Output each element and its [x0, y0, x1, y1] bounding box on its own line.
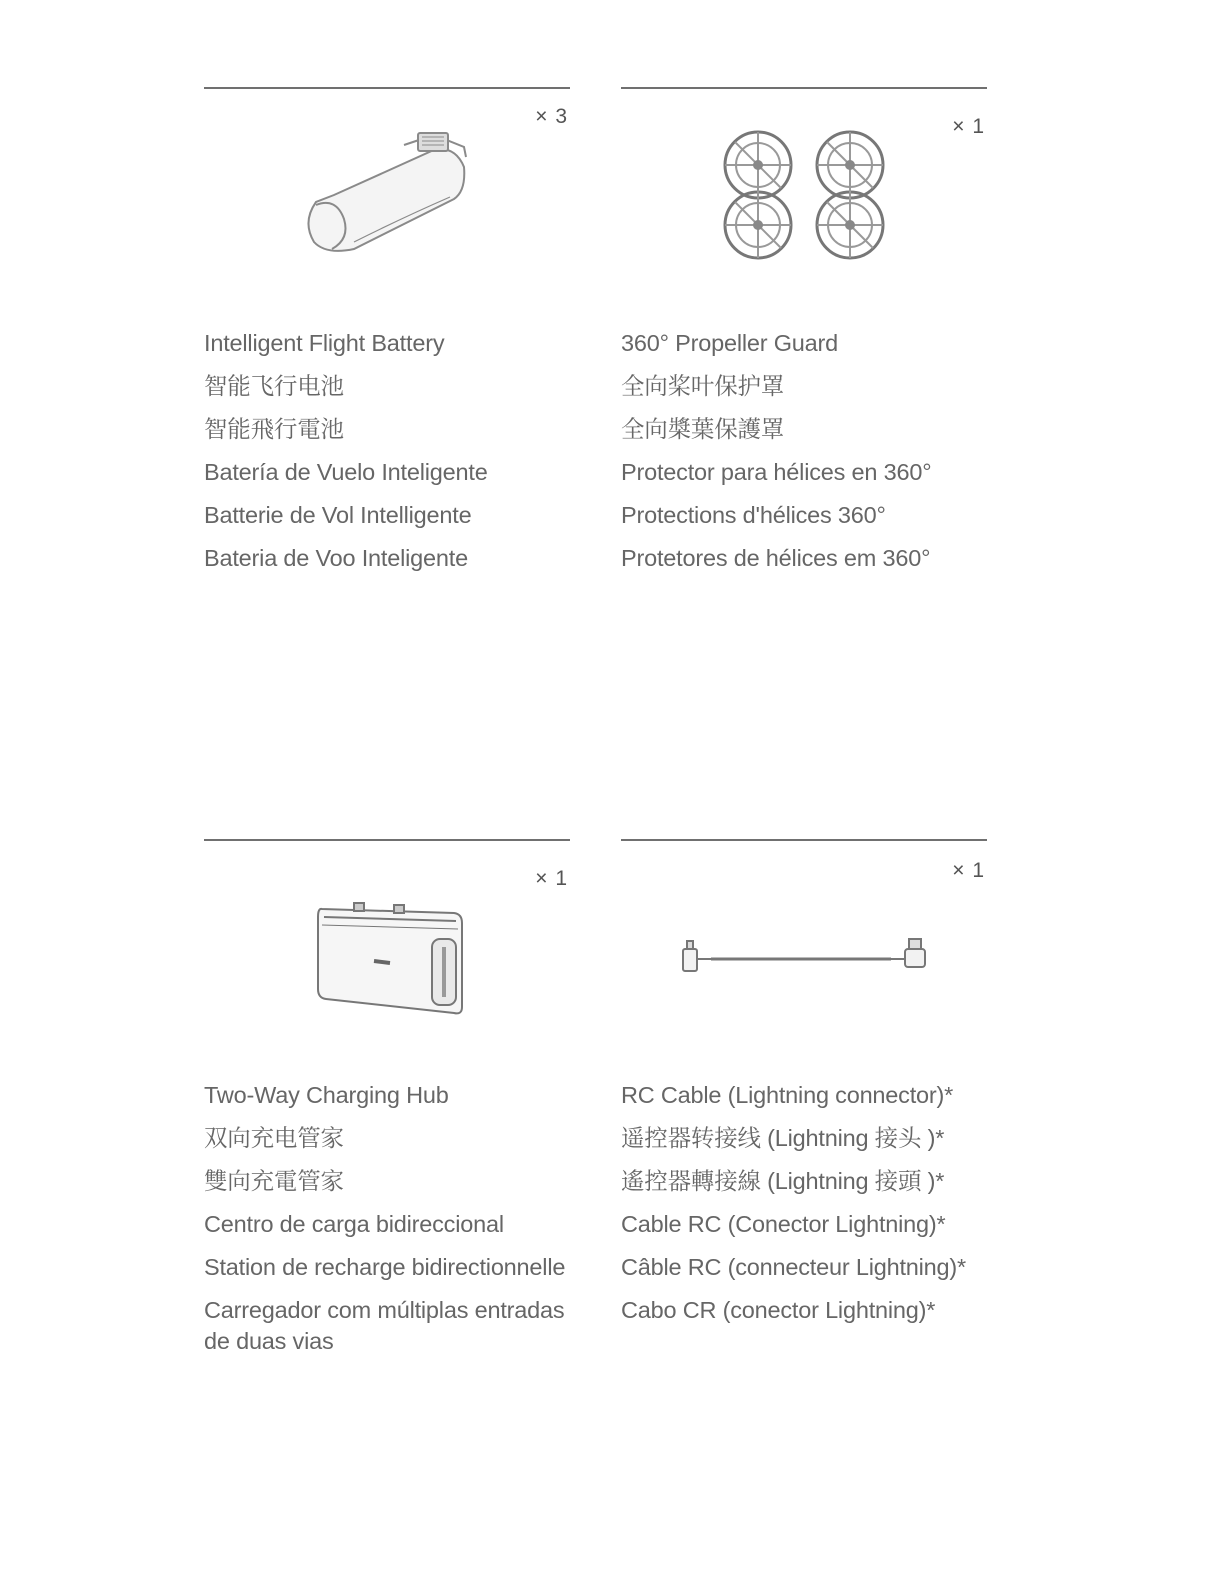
- charging-hub-item: [204, 839, 570, 1369]
- propeller-guard-item: [621, 87, 987, 587]
- name-list: [621, 1080, 1001, 1338]
- name-zh-hant: 智能飛行電池: [204, 416, 344, 442]
- battery-icon: [204, 127, 570, 257]
- name-pt: Carregador com múltiplas entradas de duas vias: [204, 1297, 565, 1354]
- name-pt: Bateria de Voo Inteligente: [204, 545, 468, 571]
- propeller-guard-illustration: [621, 125, 987, 270]
- name-en: RC Cable (Lightning connector)*: [621, 1082, 954, 1108]
- name-fr: Protections d'hélices 360°: [621, 502, 886, 528]
- battery-illustration: [204, 127, 570, 257]
- name-zh-hans: 全向桨叶保护罩: [621, 373, 785, 399]
- name-zh-hant: 雙向充電管家: [204, 1168, 344, 1194]
- battery-item: [204, 87, 570, 587]
- name-zh-hans: 遥控器转接线 (Lightning 接头 )*: [621, 1125, 945, 1151]
- name-zh-hant: 全向槳葉保護罩: [621, 416, 785, 442]
- rc-cable-icon: [621, 929, 987, 989]
- name-es: Protector para hélices en 360°: [621, 459, 932, 485]
- quantity-label: × 3: [535, 105, 568, 128]
- name-fr: Câble RC (connecteur Lightning)*: [621, 1254, 966, 1280]
- name-en: 360° Propeller Guard: [621, 330, 839, 356]
- divider: [204, 87, 570, 89]
- name-fr: Batterie de Vol Intelligente: [204, 502, 472, 528]
- rc-cable-illustration: [621, 929, 987, 989]
- name-pt: Cabo CR (conector Lightning)*: [621, 1297, 936, 1323]
- propeller-guard-icon: [621, 125, 987, 270]
- rc-cable-item: [621, 839, 987, 1339]
- divider: [621, 839, 987, 841]
- quantity-label: × 1: [535, 867, 568, 890]
- name-es: Centro de carga bidireccional: [204, 1211, 504, 1237]
- name-fr: Station de recharge bidirectionnelle: [204, 1254, 566, 1280]
- quantity-label: × 1: [952, 115, 985, 138]
- charging-hub-illustration: [204, 899, 570, 1019]
- name-es: Cable RC (Conector Lightning)*: [621, 1211, 946, 1237]
- name-en: Intelligent Flight Battery: [204, 330, 445, 356]
- divider: [621, 87, 987, 89]
- name-zh-hans: 智能飞行电池: [204, 373, 344, 399]
- divider: [204, 839, 570, 841]
- name-list: [204, 328, 584, 586]
- name-pt: Protetores de hélices em 360°: [621, 545, 931, 571]
- name-list: [204, 1080, 584, 1369]
- name-list: [621, 328, 1001, 586]
- name-es: Batería de Vuelo Inteligente: [204, 459, 488, 485]
- name-en: Two-Way Charging Hub: [204, 1082, 449, 1108]
- name-zh-hans: 双向充电管家: [204, 1125, 344, 1151]
- quantity-label: × 1: [952, 859, 985, 882]
- charging-hub-icon: [204, 899, 570, 1019]
- name-zh-hant: 遙控器轉接線 (Lightning 接頭 )*: [621, 1168, 945, 1194]
